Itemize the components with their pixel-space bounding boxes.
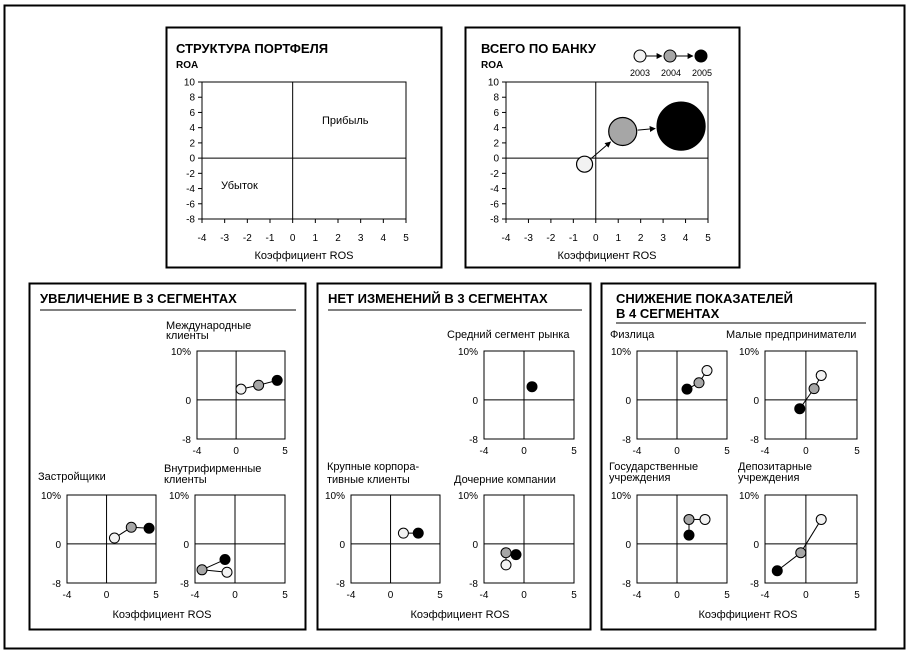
malye-point-2003 — [816, 370, 826, 380]
bank-arrow — [638, 129, 656, 131]
krupnye-point-2003 — [398, 528, 408, 538]
krupnye-point-2005 — [413, 528, 423, 538]
sredniy-y-tick-label: 10% — [457, 347, 478, 358]
portfolio-xlabel: Коэффициент ROS — [254, 250, 354, 262]
portfolio-x-tick-label: -3 — [220, 233, 230, 244]
fizlitsa-point-2004 — [694, 378, 704, 388]
legend-2005-marker — [695, 50, 707, 62]
legend-2005-label: 2005 — [691, 68, 713, 78]
title-zastroyshchiki: Застройщики — [38, 471, 106, 483]
malye-plot — [739, 347, 860, 457]
krupnye-x-tick-label: -4 — [346, 590, 356, 601]
bank-x-tick-label: -3 — [523, 233, 533, 244]
vnutrifirmennye-plot — [169, 491, 288, 601]
bank-title: ВСЕГО ПО БАНКУ — [481, 41, 596, 56]
portfolio-title: СТРУКТУРА ПОРТФЕЛЯ — [176, 41, 329, 56]
depozitarnye-connector — [801, 519, 821, 552]
mezhdunarodnye-point-2003 — [236, 384, 246, 394]
dochernie-y-tick-label: 0 — [472, 539, 478, 551]
zastroyshchiki-plot — [41, 491, 159, 601]
krupnye-plot-area — [351, 495, 440, 583]
gosudarstvennye-plot — [611, 491, 730, 601]
gosudarstvennye-x-tick-label: -4 — [632, 590, 642, 601]
fizlitsa-plot-area — [637, 351, 727, 439]
portfolio-x-tick-label: 3 — [357, 233, 364, 244]
zastroyshchiki-point-2003 — [109, 533, 119, 543]
zastroyshchiki-x-tick-label: -4 — [62, 590, 72, 601]
portfolio-x-tick-label: 0 — [289, 233, 296, 244]
vnutrifirmennye-point-2004 — [197, 565, 207, 575]
sredniy-plot-area — [484, 351, 574, 439]
bank-x-tick-label: 0 — [592, 233, 599, 244]
portfolio-frame — [167, 28, 442, 268]
bank-x-tick-label: -1 — [568, 233, 578, 244]
zastroyshchiki-point-2004 — [126, 522, 136, 532]
depozitarnye-y-tick-label: 0 — [753, 539, 759, 551]
bank-bubble-2003 — [577, 156, 593, 172]
nochange-title: НЕТ ИЗМЕНЕНИЙ В 3 СЕГМЕНТАХ — [328, 291, 548, 306]
dochernie-y-tick-label: 10% — [457, 491, 478, 502]
zastroyshchiki-y-tick-label: 10% — [40, 491, 61, 502]
vnutrifirmennye-y-tick-label: 10% — [168, 491, 189, 502]
profit-label: Прибыль — [322, 115, 369, 127]
title-gosudarstvennye-1: Государственные — [609, 461, 699, 473]
mezhdunarodnye-x-tick-label: -4 — [192, 446, 202, 457]
sredniy-y-tick-label: -8 — [469, 435, 478, 446]
depozitarnye-y-tick-label: -8 — [750, 579, 759, 590]
dochernie-plot-area — [484, 495, 574, 583]
bank-y-tick-label: 0 — [493, 153, 499, 165]
malye-x-tick-label: -4 — [760, 446, 770, 457]
portfolio-y-tick-label: -8 — [186, 214, 195, 226]
title-krupnye-2: тивные клиенты — [327, 474, 410, 486]
zastroyshchiki-y-tick-label: 0 — [55, 539, 61, 551]
depozitarnye-x-tick-label: 0 — [803, 590, 809, 601]
nochange-xlabel: Коэффициент ROS — [410, 609, 510, 621]
depozitarnye-point-2005 — [772, 566, 782, 576]
portfolio-y-tick-label: -6 — [186, 199, 195, 211]
fizlitsa-y-tick-label: 10% — [610, 347, 631, 358]
gosudarstvennye-x-tick-label: 0 — [674, 590, 680, 601]
malye-plot-area — [765, 351, 857, 439]
gosudarstvennye-point-2004 — [684, 514, 694, 524]
increase-title: УВЕЛИЧЕНИЕ В 3 СЕГМЕНТАХ — [40, 291, 237, 306]
title-malye: Малые предприниматели — [726, 329, 857, 341]
malye-x-tick-label: 0 — [803, 446, 809, 457]
portfolio-x-tick-label: 2 — [335, 233, 341, 244]
gosudarstvennye-point-2005 — [684, 530, 694, 540]
title-gosudarstvennye-2: учреждения — [609, 472, 671, 484]
zastroyshchiki-point-2005 — [144, 523, 154, 533]
title-sredniy: Средний сегмент рынка — [447, 329, 570, 341]
outer-frame — [5, 6, 905, 649]
title-krupnye-1: Крупные корпора- — [327, 461, 420, 473]
mezhdunarodnye-point-2005 — [272, 375, 282, 385]
mezhdunarodnye-y-tick-label: -8 — [182, 435, 191, 446]
krupnye-plot — [325, 491, 443, 601]
portfolio-y-tick-label: 10 — [183, 77, 195, 89]
gosudarstvennye-x-tick-label: 5 — [724, 590, 730, 601]
title-vnutrifirmennye-2: клиенты — [164, 474, 207, 486]
bank-x-tick-label: 1 — [615, 233, 622, 244]
portfolio-x-tick-label: 4 — [380, 233, 387, 244]
krupnye-x-tick-label: 5 — [437, 590, 443, 601]
krupnye-y-tick-label: 0 — [339, 539, 345, 551]
depozitarnye-point-2004 — [796, 548, 806, 558]
mezhdunarodnye-x-tick-label: 0 — [233, 446, 239, 457]
vnutrifirmennye-x-tick-label: 0 — [232, 590, 238, 601]
legend-2004-label: 2004 — [660, 68, 682, 78]
gosudarstvennye-point-2003 — [700, 514, 710, 524]
fizlitsa-y-tick-label: -8 — [622, 435, 631, 446]
depozitarnye-point-2003 — [816, 514, 826, 524]
mezhdunarodnye-y-tick-label: 10% — [170, 347, 191, 358]
mezhdunarodnye-plot — [171, 347, 288, 457]
portfolio-y-tick-label: 6 — [189, 107, 195, 119]
vnutrifirmennye-plot-area — [195, 495, 285, 583]
bank-y-tick-label: 4 — [493, 123, 499, 135]
krupnye-y-tick-label: -8 — [336, 579, 345, 590]
vnutrifirmennye-x-tick-label: -4 — [190, 590, 200, 601]
legend-2003-marker — [634, 50, 646, 62]
dochernie-x-tick-label: 0 — [521, 590, 527, 601]
decrease-xlabel: Коэффициент ROS — [698, 609, 798, 621]
bank-roa-label: ROA — [481, 60, 504, 71]
malye-point-2005 — [795, 404, 805, 414]
mezhdunarodnye-point-2004 — [254, 380, 264, 390]
malye-y-tick-label: -8 — [750, 435, 759, 446]
vnutrifirmennye-y-tick-label: 0 — [183, 539, 189, 551]
sredniy-point-2005 — [527, 382, 537, 392]
dochernie-point-2004 — [501, 548, 511, 558]
portfolio-y-tick-label: -4 — [186, 184, 195, 196]
dochernie-plot — [458, 491, 577, 601]
sredniy-plot — [458, 347, 577, 457]
fizlitsa-x-tick-label: 0 — [674, 446, 680, 457]
bank-x-tick-label: 3 — [660, 233, 666, 244]
bank-y-tick-label: -8 — [490, 214, 499, 226]
sredniy-x-tick-label: 5 — [571, 446, 577, 457]
krupnye-x-tick-label: 0 — [387, 590, 394, 601]
bank-y-tick-label: -4 — [490, 184, 499, 196]
portfolio-y-tick-label: 2 — [189, 138, 195, 150]
loss-label: Убыток — [221, 180, 258, 192]
bank-x-tick-label: -4 — [501, 233, 511, 244]
malye-y-tick-label: 10% — [738, 347, 759, 358]
mezhdunarodnye-plot-area — [197, 351, 285, 439]
vnutrifirmennye-point-2005 — [220, 555, 230, 565]
title-depozitarnye-2: учреждения — [738, 472, 800, 484]
decrease-title-line2: В 4 СЕГМЕНТАХ — [616, 306, 720, 321]
title-fizlitsa: Физлица — [610, 329, 655, 341]
fizlitsa-plot — [611, 347, 730, 457]
depozitarnye-y-tick-label: 10% — [738, 491, 759, 502]
dochernie-point-2005 — [511, 550, 521, 560]
dochernie-y-tick-label: -8 — [469, 579, 478, 590]
portfolio-x-tick-label: 1 — [312, 233, 319, 244]
fizlitsa-point-2003 — [702, 366, 712, 376]
bank-legend — [630, 50, 712, 78]
portfolio-plot-area — [202, 82, 406, 219]
portfolio-y-tick-label: 4 — [189, 123, 195, 135]
bank-x-tick-label: -2 — [546, 233, 556, 244]
vnutrifirmennye-y-tick-label: -8 — [180, 579, 189, 590]
mezhdunarodnye-y-tick-label: 0 — [185, 395, 191, 407]
gosudarstvennye-y-tick-label: -8 — [622, 579, 631, 590]
depozitarnye-x-tick-label: -4 — [760, 590, 770, 601]
dochernie-point-2003 — [501, 560, 511, 570]
bank-arrow — [591, 142, 610, 158]
vnutrifirmennye-point-2003 — [222, 567, 232, 577]
depozitarnye-x-tick-label: 5 — [854, 590, 860, 601]
malye-point-2004 — [809, 384, 819, 394]
decrease-title-line1: СНИЖЕНИЕ ПОКАЗАТЕЛЕЙ — [616, 291, 793, 306]
gosudarstvennye-y-tick-label: 0 — [625, 539, 631, 551]
portfolio-y-tick-label: 0 — [189, 153, 195, 165]
mezhdunarodnye-x-tick-label: 5 — [282, 446, 288, 457]
krupnye-y-tick-label: 10% — [324, 491, 345, 502]
sredniy-y-tick-label: 0 — [472, 395, 478, 407]
malye-x-tick-label: 5 — [854, 446, 860, 457]
portfolio-roa-label: ROA — [176, 60, 199, 71]
gosudarstvennye-y-tick-label: 10% — [610, 491, 631, 502]
title-depozitarnye-1: Депозитарные — [738, 461, 812, 473]
bank-x-tick-label: 2 — [637, 233, 644, 244]
vnutrifirmennye-x-tick-label: 5 — [282, 590, 288, 601]
title-dochernie: Дочерние компании — [454, 474, 556, 486]
bank-y-tick-label: 10 — [487, 77, 499, 89]
fizlitsa-x-tick-label: 5 — [724, 446, 730, 457]
fizlitsa-point-2005 — [682, 384, 692, 394]
title-vnutrifirmennye-1: Внутрифирменные — [164, 463, 262, 475]
increase-xlabel: Коэффициент ROS — [112, 609, 212, 621]
fizlitsa-y-tick-label: 0 — [625, 395, 631, 407]
bank-x-tick-label: 5 — [705, 233, 711, 244]
bank-plot — [488, 78, 711, 263]
portfolio-x-tick-label: -1 — [265, 233, 275, 244]
portfolio-plot — [184, 78, 409, 263]
bank-x-tick-label: 4 — [682, 233, 689, 244]
gosudarstvennye-plot-area — [637, 495, 727, 583]
dochernie-x-tick-label: -4 — [479, 590, 489, 601]
legend-2003-label: 2003 — [629, 68, 651, 78]
sredniy-x-tick-label: -4 — [479, 446, 489, 457]
dochernie-x-tick-label: 5 — [571, 590, 577, 601]
bank-y-tick-label: 8 — [493, 92, 499, 104]
bank-y-tick-label: 2 — [493, 138, 499, 150]
legend-2004-marker — [664, 50, 676, 62]
bank-y-tick-label: 6 — [493, 107, 499, 119]
zastroyshchiki-y-tick-label: -8 — [52, 579, 61, 590]
bank-xlabel: Коэффициент ROS — [557, 250, 657, 262]
sredniy-x-tick-label: 0 — [521, 446, 527, 457]
portfolio-y-tick-label: -2 — [186, 168, 195, 180]
portfolio-x-tick-label: -4 — [197, 233, 207, 244]
bank-y-tick-label: -6 — [490, 199, 499, 211]
bank-bubble-2004 — [609, 117, 637, 145]
portfolio-x-tick-label: 5 — [403, 233, 409, 244]
bank-y-tick-label: -2 — [490, 168, 499, 180]
zastroyshchiki-x-tick-label: 0 — [103, 590, 110, 601]
fizlitsa-x-tick-label: -4 — [632, 446, 642, 457]
portfolio-y-tick-label: 8 — [189, 92, 195, 104]
portfolio-x-tick-label: -2 — [242, 233, 252, 244]
title-mezhdunarodnye-2: клиенты — [166, 330, 209, 342]
zastroyshchiki-x-tick-label: 5 — [153, 590, 159, 601]
depozitarnye-plot — [739, 491, 860, 601]
malye-y-tick-label: 0 — [753, 395, 759, 407]
title-mezhdunarodnye-1: Международные — [166, 320, 252, 332]
bank-frame — [466, 28, 740, 268]
bank-bubble-2005 — [657, 102, 705, 150]
